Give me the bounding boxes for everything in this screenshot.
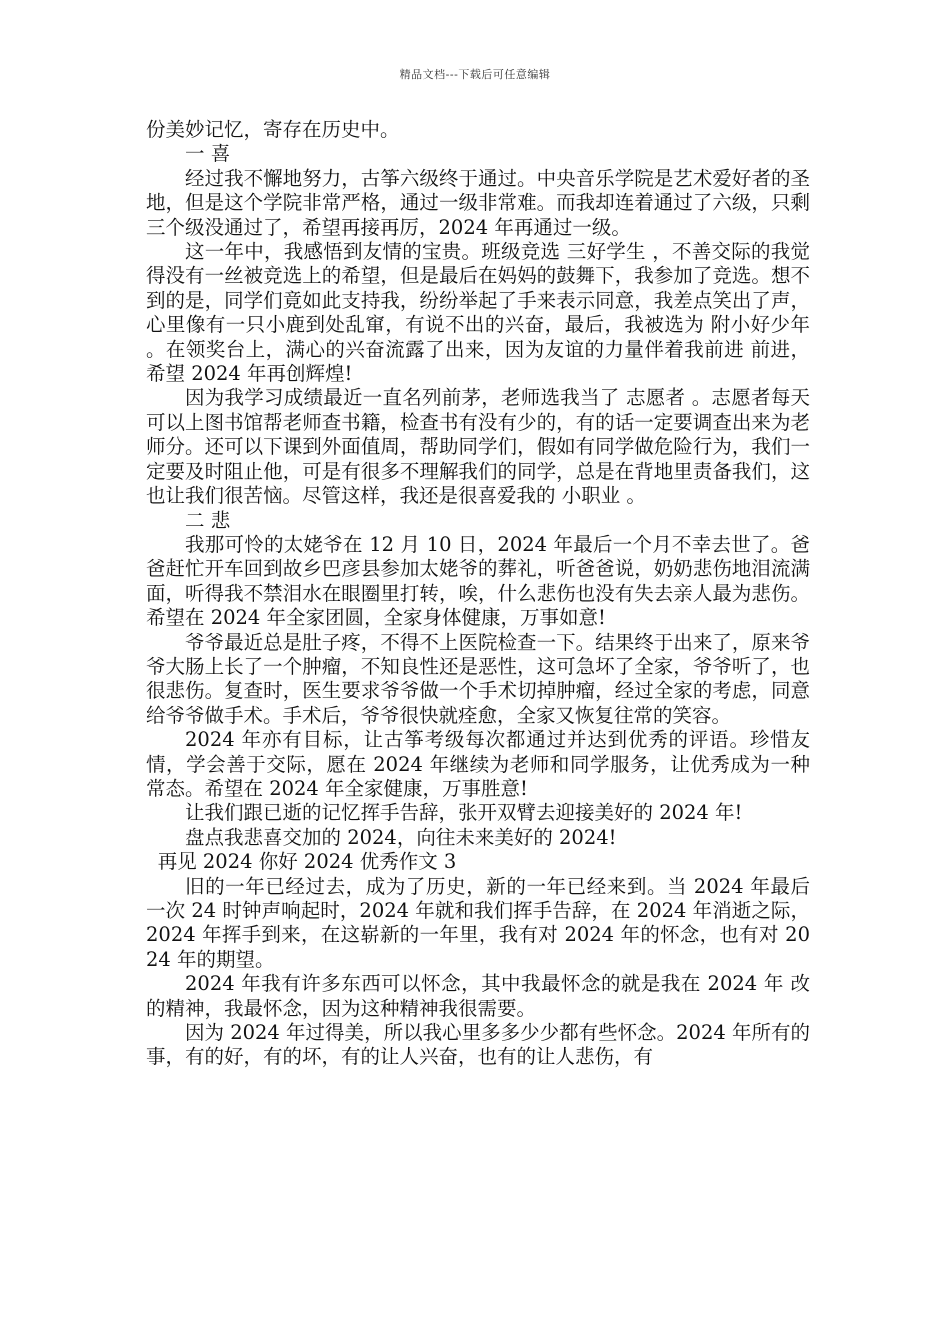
paragraph: 经过我不懈地努力，古筝六级终于通过。中央音乐学院是艺术爱好者的圣地，但是这个学院非常严格，通过一级非常难。而我却连着通过了六级，只剩三个级没通过了，希望再接再厉，2024 年再通过一级。 — [146, 166, 810, 239]
paragraph: 让我们跟已逝的记忆挥手告辞，张开双臂去迎接美好的 2024 年! — [185, 801, 743, 825]
paragraph: 2024 年我有许多东西可以怀念，其中我最怀念的就是我在 2024 年 改 的精神，我最怀念，因为这种精神我很需要。 — [146, 972, 810, 1020]
paragraph: 因为我学习成绩最近一直名列前茅，老师选我当了 志愿者 。志愿者每天可以上图书馆帮老师查书籍，检查书有没有少的，有的话一定要调查出来为老师分。还可以下课到外面值周，帮助同学们，假如有同学做危险行为，我们一定要及时阻止他，可是有很多不理解我们的同学，总是在背地里责备我们，这也让我们很苦恼。尽管这样，我还是很喜爱我的 小职业 。 — [146, 386, 810, 508]
paragraph: 旧的一年已经过去，成为了历史，新的一年已经来到。当 2024 年最后一次 24 时钟声响起时，2024 年就和我们挥手告辞，在 2024 年消逝之际，2024 年挥手到来，在这崭新的一年里，我有对 2024 年的怀念，也有对 2024 年的期望。 — [146, 874, 810, 971]
document-body — [146, 118, 810, 1070]
paragraph: 份美妙记忆，寄存在历史中。 — [146, 118, 400, 141]
section-heading-sorrow: 二 悲 — [185, 508, 231, 532]
paragraph: 盘点我悲喜交加的 2024，向往未来美好的 2024! — [185, 825, 617, 849]
section-heading-joy: 一 喜 — [185, 142, 231, 166]
paragraph: 爷爷最近总是肚子疼，不得不上医院检查一下。结果终于出来了，原来爷爷大肠上长了一个肿瘤，不知良性还是恶性，这可急坏了全家，爷爷听了，也很悲伤。复查时，医生要求爷爷做一个手术切掉肿瘤，经过全家的考虑，同意给爷爷做手术。手术后，爷爷很快就痊愈，全家又恢复往常的笑容。 — [146, 630, 810, 727]
paragraph: 我那可怜的太姥爷在 12 月 10 日，2024 年最后一个月不幸去世了。爸爸赶忙开车回到故乡巴彦县参加太姥爷的葬礼，听爸爸说，奶奶悲伤地泪流满面，听得我不禁泪水在眼圈里打转，唉，什么悲伤也没有失去亲人最为悲伤。希望在 2024 年全家团圆，全家身体健康，万事如意! — [146, 532, 810, 630]
page-header: 精品文档---下载后可任意编辑 — [399, 68, 551, 81]
paragraph: 2024 年亦有目标，让古筝考级每次都通过并达到优秀的评语。珍惜友情，学会善于交际，愿在 2024 年继续为老师和同学服务，让优秀成为一种常态。希望在 2024 年全家健康，万事胜意! — [146, 728, 810, 800]
paragraph: 这一年中，我感悟到友情的宝贵。班级竞选 三好学生 ，不善交际的我觉得没有一丝被竞选上的希望，但是最后在妈妈的鼓舞下，我参加了竞选。想不到的是，同学们竟如此支持我，纷纷举起了手来表示同意，我差点笑出了声，心里像有一只小鹿到处乱窜，有说不出的兴奋，最后，我被选为 附小好少年 。在领奖台上，满心的兴奋流露了出来，因为友谊的力量伴着我前进 前进，希望 2024 年再创辉煌! — [146, 240, 810, 386]
paragraph: 因为 2024 年过得美，所以我心里多多少少都有些怀念。2024 年所有的事，有的好，有的坏，有的让人兴奋，也有的让人悲伤，有 — [146, 1021, 810, 1069]
essay-title: 再见 2024 你好 2024 优秀作文 3 — [157, 850, 457, 874]
